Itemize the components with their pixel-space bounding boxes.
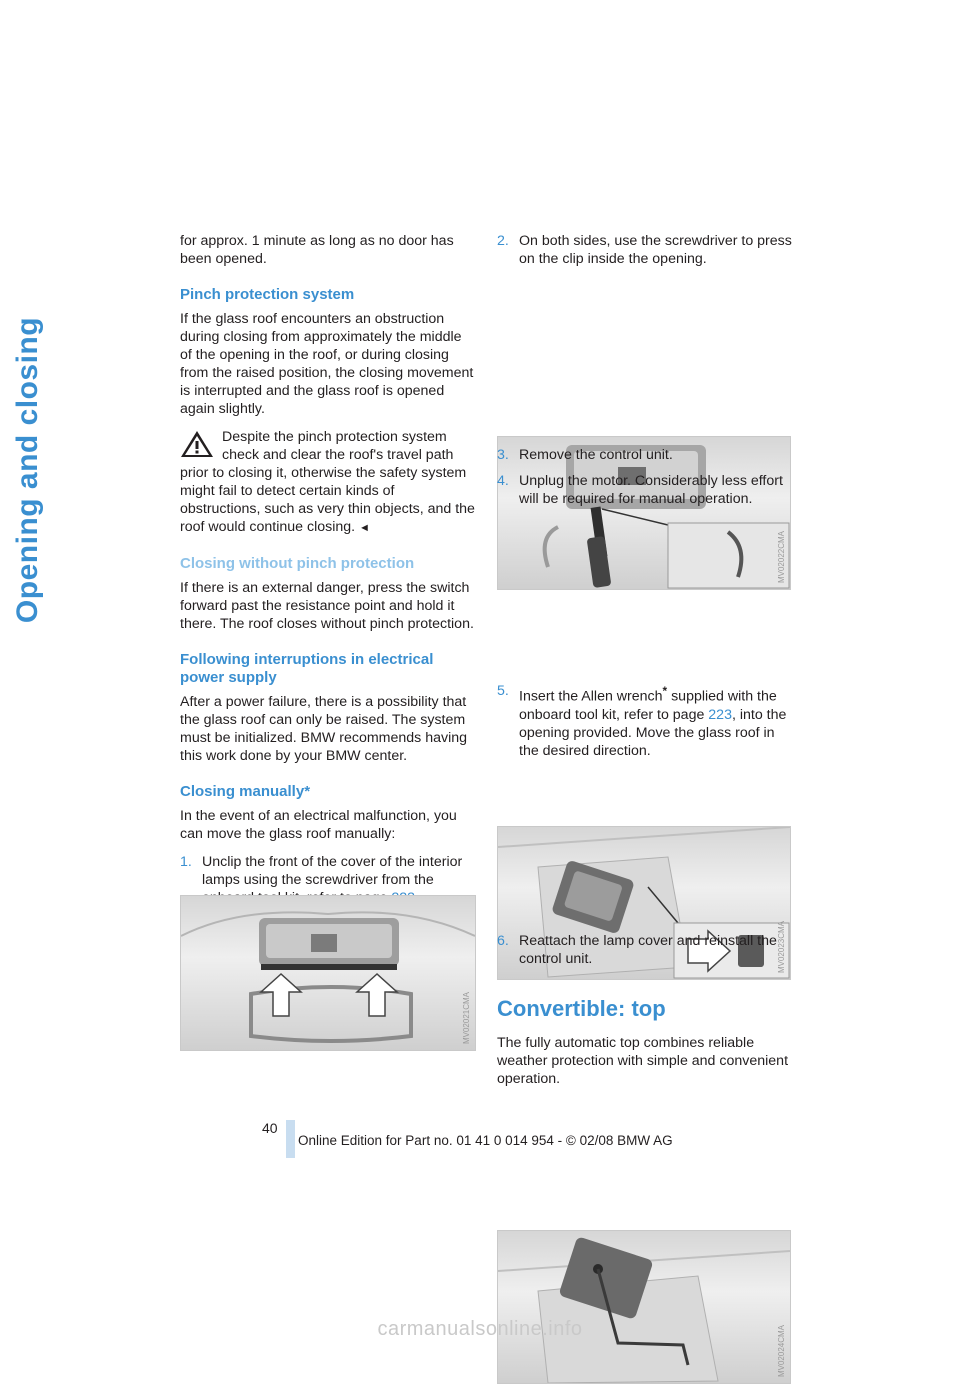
lamp-cover-illustration xyxy=(181,896,475,1050)
step-text xyxy=(519,682,792,760)
step-number: 6. xyxy=(497,933,509,949)
step-text: Reattach the lamp cover and reinstall the control unit. xyxy=(519,933,777,967)
step-6 xyxy=(497,932,792,968)
closing-manually-body: In the event of an electrical malfunction, you can move the glass roof manually: xyxy=(180,808,457,842)
step-2 xyxy=(497,232,792,268)
figure-code: MV02024CMA xyxy=(777,1324,786,1377)
page-link[interactable]: 223 xyxy=(708,706,732,723)
pinch-protection-body: If the glass roof encounters an obstruction during closing from approximately the middle of the opening in the roof, or during closing from the raised position, the closing movement is interrupted and the glass roof is opened again slightly. xyxy=(180,311,474,417)
step-number: 5. xyxy=(497,683,509,699)
intro-paragraph: for approx. 1 minute as long as no door has been opened. xyxy=(180,233,454,267)
step-number: 3. xyxy=(497,447,509,463)
page-number: 40 xyxy=(262,1120,278,1136)
figure-lamp-cover xyxy=(180,895,476,1051)
convertible-top-heading: Convertible: top xyxy=(497,996,666,1021)
step-3 xyxy=(497,446,792,464)
step-text: Remove the control unit. xyxy=(519,447,673,463)
step-4 xyxy=(497,472,792,508)
step-5 xyxy=(497,682,792,760)
step-5-text-b: supplied with the onboard tool kit, refer to page xyxy=(519,688,777,723)
step-number: 4. xyxy=(497,473,509,489)
step-number: 1. xyxy=(180,854,192,870)
interruptions-heading: Following interruptions in electrical power supply xyxy=(180,651,434,686)
without-pinch-body: If there is an external danger, press the switch forward past the resistance point and hold it there. The roof closes without pinch protection. xyxy=(180,580,474,632)
without-pinch-heading: Closing without pinch protection xyxy=(180,555,415,572)
end-marker: ◄ xyxy=(359,522,370,534)
figure-code: MV02021CMA xyxy=(462,991,471,1044)
right-step-5 xyxy=(497,682,792,768)
figure-code: MV02022CMA xyxy=(777,530,786,583)
option-star: * xyxy=(662,684,668,698)
step-5-text-c: , into the opening provided. Move the glass roof in the desired direction. xyxy=(519,706,787,759)
figure-allen-wrench xyxy=(497,1230,791,1384)
allen-wrench-illustration xyxy=(498,1231,790,1383)
figure-code: MV02023CMA xyxy=(777,920,786,973)
footer-edition: Online Edition for Part no. 01 41 0 014 954 - © 02/08 BMW AG xyxy=(298,1133,673,1148)
step-5-text-a: Insert the Allen wrench xyxy=(519,688,663,705)
right-steps-3-4 xyxy=(497,446,792,516)
footer-accent-bar xyxy=(286,1120,295,1158)
watermark: carmanualsonline.info xyxy=(377,1318,583,1340)
interruptions-body: After a power failure, there is a possibility that the glass roof can only be raised. The system must be initialized. BMW recommends having this work done by your BMW center. xyxy=(180,694,468,764)
right-column xyxy=(497,232,792,276)
step-1-text: Unclip the front of the cover of the interior lamps using the screwdriver from the xyxy=(202,854,463,888)
closing-manually-heading: Closing manually* xyxy=(180,783,311,800)
warning-note xyxy=(180,428,475,537)
warning-text: Despite the pinch protection system check and clear the roof's travel path prior to closing it, otherwise the safety system might fail to detect certain kinds of obstructions, such as very thin objects, and the roof would continue closing. xyxy=(180,429,475,535)
step-number: 2. xyxy=(497,233,509,249)
right-column-bottom xyxy=(497,932,792,1098)
left-column xyxy=(180,232,475,915)
chapter-title-text: Opening and closing xyxy=(11,316,44,624)
convertible-top-body: The fully automatic top combines reliable weather protection with simple and convenient operation. xyxy=(497,1035,789,1087)
step-text: Unplug the motor. Considerably less effort will be required for manual operation. xyxy=(519,473,783,507)
warning-triangle-icon xyxy=(180,430,214,458)
step-text: On both sides, use the screwdriver to press on the clip inside the opening. xyxy=(519,233,792,267)
pinch-protection-heading: Pinch protection system xyxy=(180,286,355,303)
